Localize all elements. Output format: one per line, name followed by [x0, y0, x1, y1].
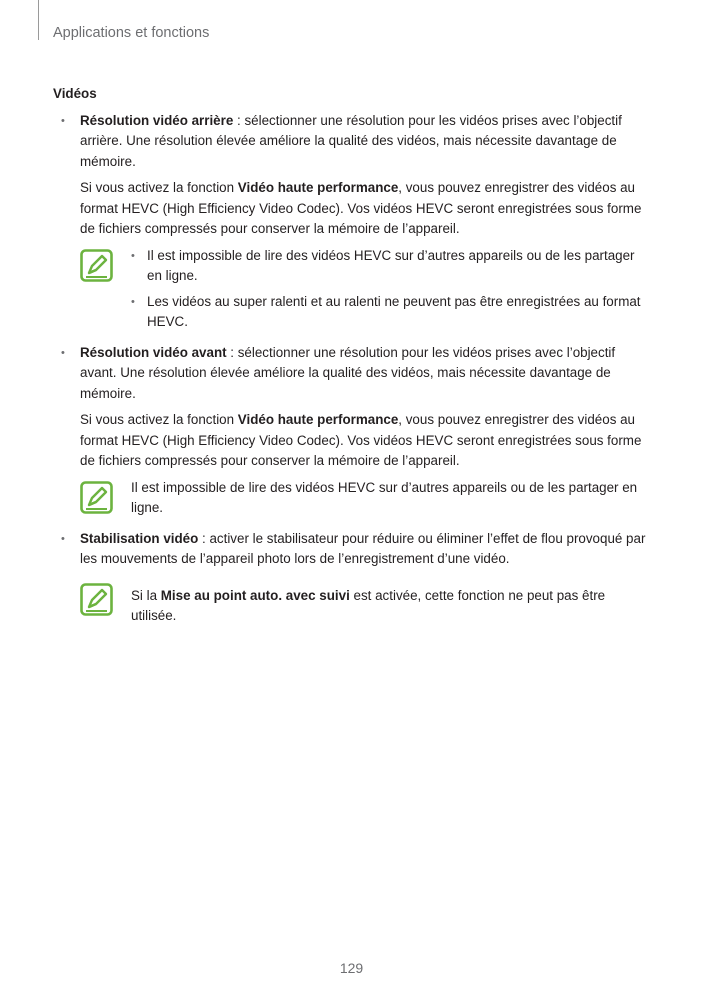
note-box [80, 580, 653, 627]
note-pencil-icon [80, 249, 113, 282]
item-term: Stabilisation vidéo [80, 530, 199, 546]
list-item-front-resolution [53, 343, 653, 519]
text-run: Si vous activez la fonction [80, 180, 238, 195]
note-list-item [131, 246, 653, 287]
item-term: Résolution vidéo avant [80, 344, 227, 360]
bullet: • [61, 346, 65, 359]
header-rule [38, 0, 39, 40]
list-item-stabilisation [53, 529, 653, 627]
feature-name: Mise au point auto. avec suivi [160, 587, 350, 603]
text-run: , vous pouvez enregistrer des vidéos au format HEVC (High Efficiency Video Codec). Vos vidéos HEVC seront enregistrées sous forme de fichiers compressés pour conserver la mémoire de l’appareil. [80, 412, 642, 468]
page-header-title: Applications et fonctions [53, 25, 210, 41]
note-box [80, 478, 653, 519]
text-run: est activée, cette fonction ne peut pas être utilisée. [131, 587, 606, 623]
bullet: • [61, 532, 65, 545]
page-content [53, 84, 653, 637]
text-run: , vous pouvez enregistrer des vidéos au format HEVC (High Efficiency Video Codec). Vos vidéos HEVC seront enregistrées sous forme de fichiers compressés pour conserver la mémoire de l’appareil. [80, 180, 642, 236]
feature-name: Vidéo haute performance [237, 412, 399, 427]
page-number: 129 [339, 960, 364, 976]
item-extra-paragraph [80, 410, 653, 472]
note-text [131, 580, 653, 627]
item-description [80, 343, 653, 405]
section-title: Vidéos [53, 86, 97, 101]
bullet: • [131, 249, 135, 262]
text-run: Si vous activez la fonction [80, 412, 238, 427]
text-run: Si la [131, 587, 161, 603]
item-text: : sélectionner une résolution pour les vidéos prises avec l’objectif avant. Une résolution élevée améliore la qualité des vidéos, mais nécessite davantage de mémoire. [80, 344, 616, 401]
note-box [80, 246, 653, 333]
item-text: : activer le stabilisateur pour réduire ou éliminer l’effet de flou provoqué par les mouvements de l’appareil photo lors de l’enregistrement d’une vidéo. [80, 530, 646, 566]
list-item-rear-resolution [53, 111, 653, 333]
item-description [80, 111, 653, 173]
item-term: Résolution vidéo arrière [80, 112, 234, 128]
feature-name: Vidéo haute performance [237, 180, 399, 195]
bullet: • [131, 295, 135, 308]
note-pencil-icon [80, 583, 113, 616]
note-text: Les vidéos au super ralenti et au ralenti ne peuvent pas être enregistrées au format HEVC. [147, 293, 641, 329]
note-text: Il est impossible de lire des vidéos HEVC sur d’autres appareils ou de les partager en ligne. [147, 247, 635, 283]
note-list-item [131, 292, 653, 333]
note-pencil-icon [80, 481, 113, 514]
item-extra-paragraph [80, 178, 653, 240]
item-description [80, 529, 653, 570]
bullet: • [61, 114, 65, 127]
note-text: Il est impossible de lire des vidéos HEVC sur d’autres appareils ou de les partager en ligne. [131, 479, 638, 515]
item-text: : sélectionner une résolution pour les vidéos prises avec l’objectif arrière. Une résolution élevée améliore la qualité des vidéos, mais nécessite davantage de mémoire. [80, 112, 622, 169]
note-list [131, 246, 653, 333]
